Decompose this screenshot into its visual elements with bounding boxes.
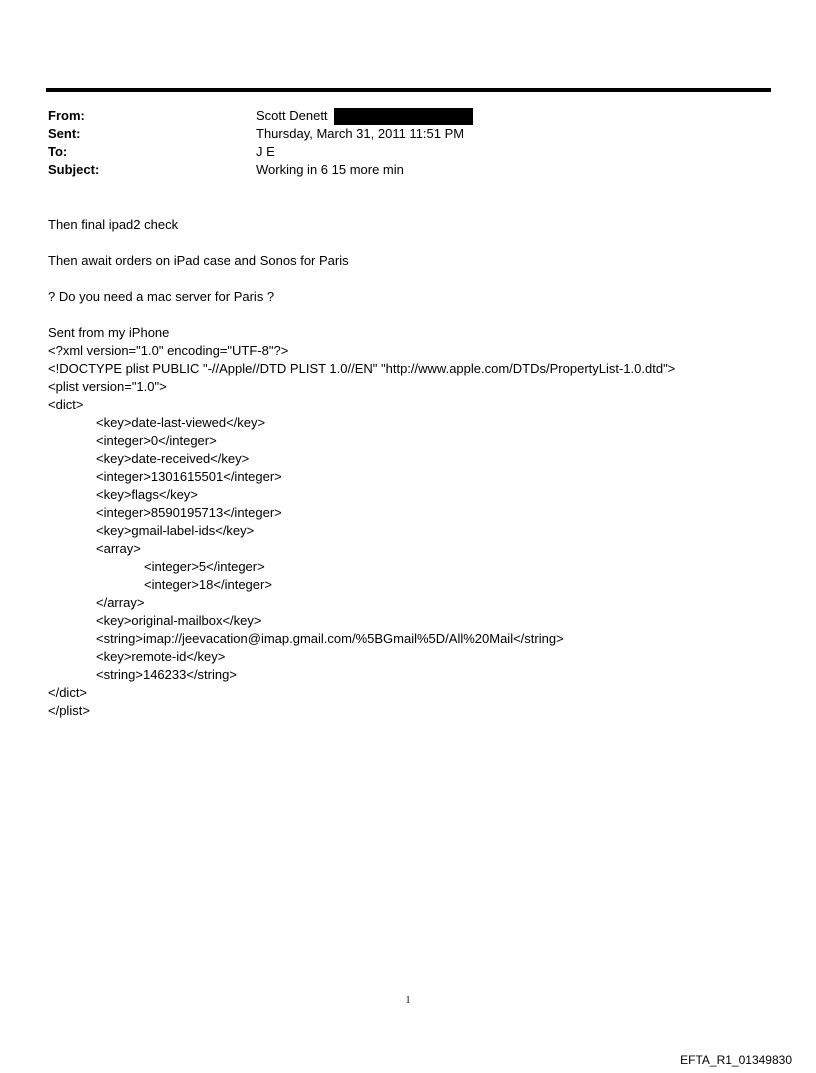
array-open: <array>	[96, 541, 141, 556]
plist-key: <key>remote-id</key>	[96, 649, 226, 664]
from-row	[48, 107, 748, 125]
plist-key: <key>date-received</key>	[96, 451, 250, 466]
plist-value: <integer>1301615501</integer>	[96, 469, 282, 484]
plist-value: <integer>8590195713</integer>	[96, 505, 282, 520]
header-rule	[46, 88, 771, 92]
subject-label: Subject:	[48, 162, 100, 177]
plist-key: <key>gmail-label-ids</key>	[96, 523, 255, 538]
email-header	[48, 107, 748, 179]
from-value: Scott Denett	[256, 108, 328, 123]
to-label: To:	[48, 144, 68, 159]
from-label: From:	[48, 108, 85, 123]
plist-key: <key>original-mailbox</key>	[96, 613, 262, 628]
sent-label: Sent:	[48, 126, 81, 141]
plist-key: <key>flags</key>	[96, 487, 198, 502]
array-item: <integer>5</integer>	[144, 559, 265, 574]
dict-close: </dict>	[48, 685, 88, 700]
xml-doctype: <!DOCTYPE plist PUBLIC "-//Apple//DTD PLIST 1.0//EN" "http://www.apple.com/DTDs/PropertyList-1.0.dtd">	[48, 361, 676, 376]
to-value: J E	[256, 144, 275, 159]
signature: Sent from my iPhone	[48, 325, 170, 340]
subject-value: Working in 6 15 more min	[256, 162, 404, 177]
dict-open: <dict>	[48, 397, 84, 412]
plist-value: <integer>0</integer>	[96, 433, 217, 448]
subject-row	[48, 161, 748, 179]
sent-row	[48, 125, 748, 143]
plist-close: </plist>	[48, 703, 90, 718]
array-item: <integer>18</integer>	[144, 577, 272, 592]
plist-key: <key>date-last-viewed</key>	[96, 415, 266, 430]
plist-open: <plist version="1.0">	[48, 379, 167, 394]
xml-declaration: <?xml version="1.0" encoding="UTF-8"?>	[48, 343, 289, 358]
email-body	[48, 216, 788, 720]
body-line: ? Do you need a mac server for Paris ?	[48, 289, 275, 304]
plist-value: <string>imap://jeevacation@imap.gmail.com/%5BGmail%5D/All%20Mail</string>	[96, 631, 564, 646]
body-line: Then final ipad2 check	[48, 217, 179, 232]
sent-value: Thursday, March 31, 2011 11:51 PM	[256, 126, 465, 141]
bates-number: EFTA_R1_01349830	[680, 1053, 792, 1067]
to-row	[48, 143, 748, 161]
plist-value: <string>146233</string>	[96, 667, 237, 682]
redaction-box	[334, 108, 473, 125]
page-number: 1	[405, 995, 411, 1006]
body-line: Then await orders on iPad case and Sonos for Paris	[48, 253, 349, 268]
array-close: </array>	[96, 595, 145, 610]
